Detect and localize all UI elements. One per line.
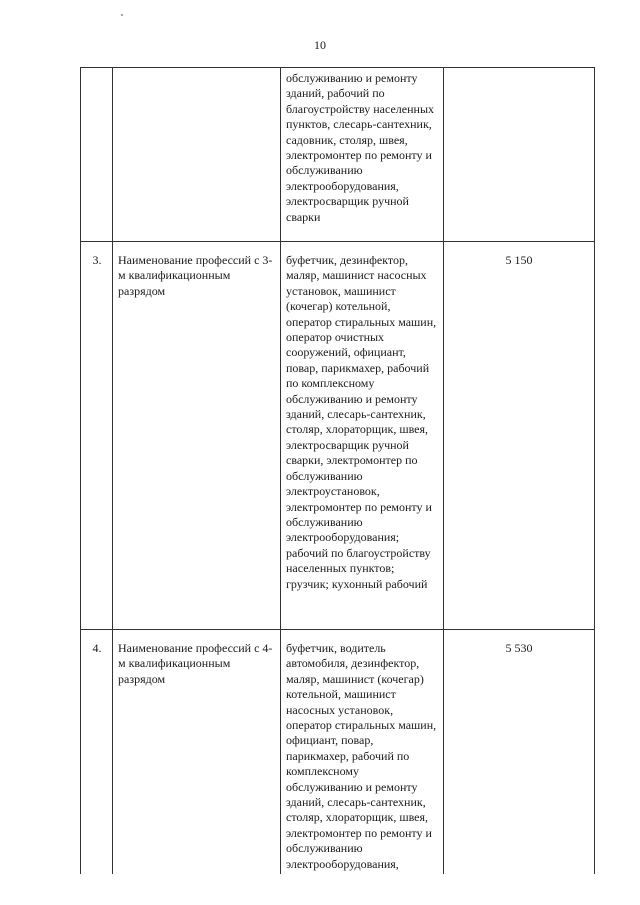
table-row: [81, 630, 595, 875]
row-number: [81, 68, 113, 242]
row-number: 4.: [81, 630, 113, 875]
category-name: Наименование профессий с 4-м квалификационным разрядом: [113, 630, 281, 875]
category-name: Наименование профессий с 3-м квалификационным разрядом: [113, 242, 281, 630]
page-number: 10: [314, 38, 326, 52]
scan-speck: [121, 14, 123, 16]
wage-amount: 5 530: [444, 630, 595, 875]
professions-list: буфетчик, водитель автомобиля, дезинфектор, маляр, машинист (кочегар) котельной, машинист насосных установок, оператор стиральных машин, официант, повар, парикмахер, рабочий по комплексному обслуживанию и ремонту зданий, слесарь-сантехник, столяр, хлораторщик, швея, электромонтер по ремонту и обслуживанию электрооборудования,: [281, 630, 444, 875]
wage-amount: 5 150: [444, 242, 595, 630]
table-row: [81, 242, 595, 630]
category-name: [113, 68, 281, 242]
profession-wage-table: [80, 67, 595, 874]
row-number: 3.: [81, 242, 113, 630]
professions-list: буфетчик, дезинфектор, маляр, машинист насосных установок, машинист (кочегар) котельной, оператор стиральных машин, оператор очистных сооружений, официант, повар, парикмахер, рабочий по комплексному обслуживанию и ремонту зданий, слесарь-сантехник, столяр, хлораторщик, швея, электросварщик ручной сварки, электромонтер по обслуживанию электроустановок, электромонтер по ремонту и обслуживанию электрооборудования; рабочий по благоустройству населенных пунктов; грузчик; кухонный рабочий: [281, 242, 444, 630]
professions-list: обслуживанию и ремонту зданий, рабочий по благоустройству населенных пунктов, слесарь-сантехник, садовник, столяр, швея, электромонтер по ремонту и обслуживанию электрооборудования, электросварщик ручной сварки: [281, 68, 444, 242]
wage-amount: [444, 68, 595, 242]
table-row: [81, 68, 595, 242]
